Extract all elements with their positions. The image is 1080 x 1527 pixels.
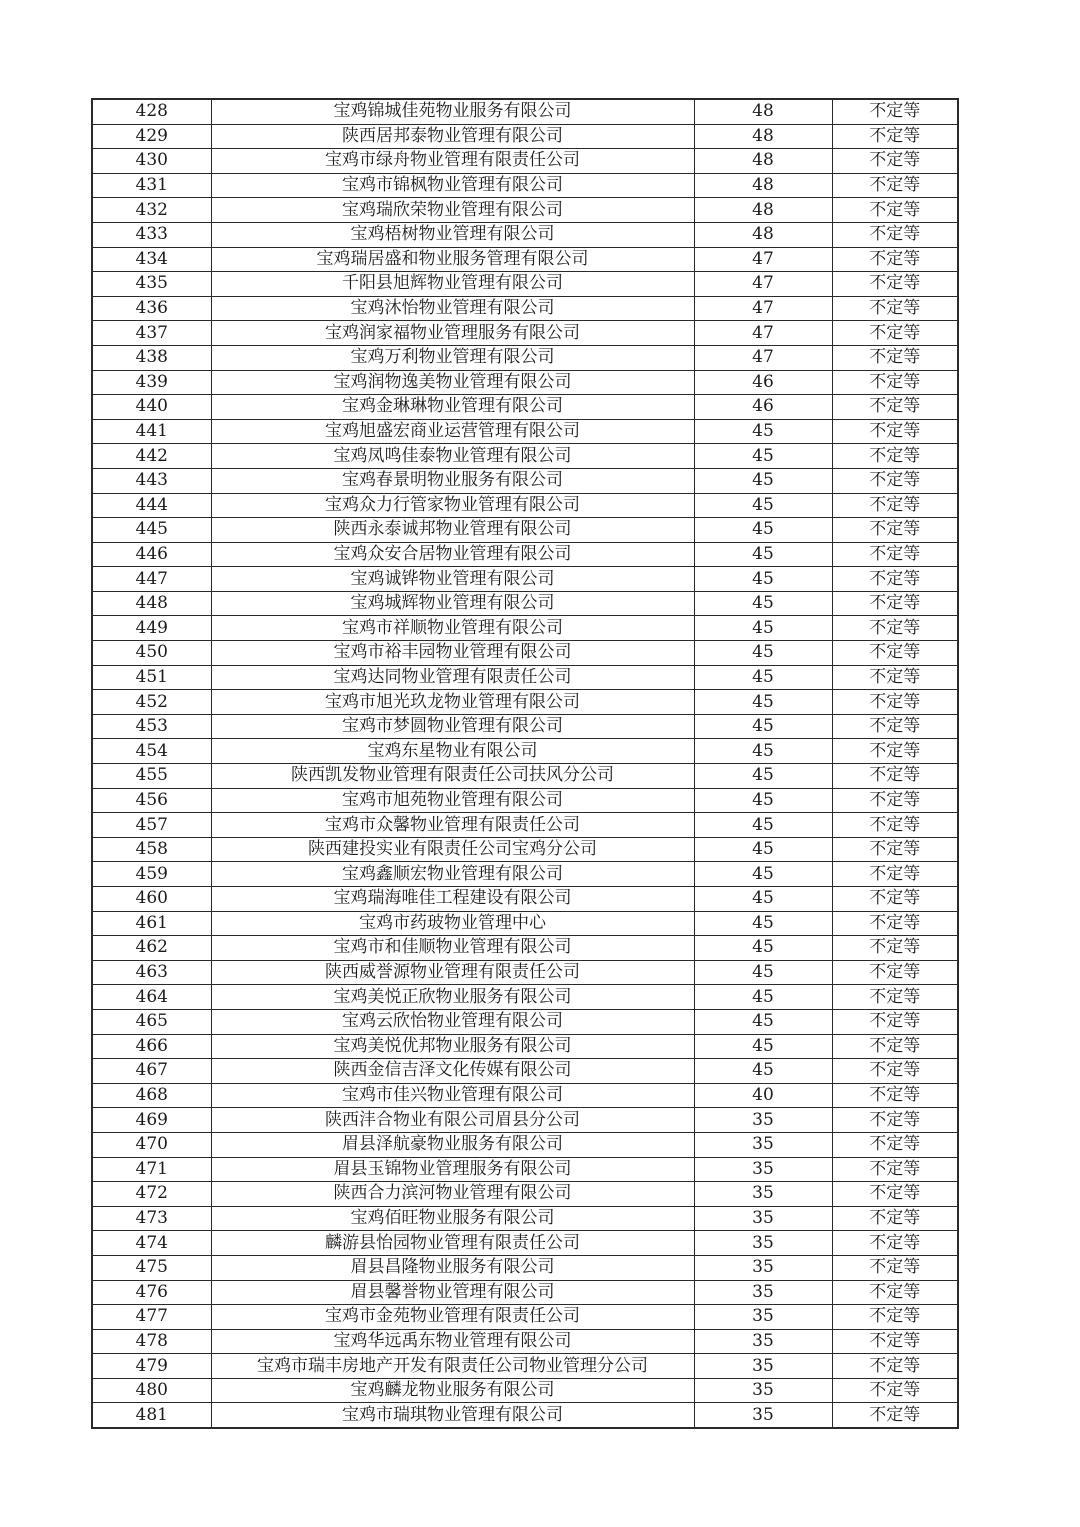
grade-cell: 不定等 xyxy=(832,1132,958,1157)
company-name-cell: 宝鸡市梦圆物业管理有限公司 xyxy=(211,714,694,739)
table-row xyxy=(92,296,958,321)
company-name-cell: 陕西威誉源物业管理有限责任公司 xyxy=(211,960,694,985)
company-name-cell: 宝鸡市瑞丰房地产开发有限责任公司物业管理分公司 xyxy=(211,1354,694,1379)
grade-cell: 不定等 xyxy=(832,1329,958,1354)
row-number-cell: 433 xyxy=(92,222,211,247)
score-cell: 45 xyxy=(694,419,832,444)
company-name-cell: 宝鸡市祥顺物业管理有限公司 xyxy=(211,616,694,641)
table-row xyxy=(92,985,958,1010)
grade-cell: 不定等 xyxy=(832,911,958,936)
table-row xyxy=(92,1354,958,1379)
grade-cell: 不定等 xyxy=(832,862,958,887)
row-number-cell: 434 xyxy=(92,247,211,272)
grade-cell: 不定等 xyxy=(832,247,958,272)
grade-cell: 不定等 xyxy=(832,960,958,985)
row-number-cell: 479 xyxy=(92,1354,211,1379)
grade-cell: 不定等 xyxy=(832,985,958,1010)
row-number-cell: 430 xyxy=(92,149,211,174)
company-name-cell: 眉县昌隆物业服务有限公司 xyxy=(211,1255,694,1280)
table-row xyxy=(92,419,958,444)
company-name-cell: 宝鸡旭盛宏商业运营管理有限公司 xyxy=(211,419,694,444)
grade-cell: 不定等 xyxy=(832,665,958,690)
grade-cell: 不定等 xyxy=(832,813,958,838)
score-cell: 35 xyxy=(694,1354,832,1379)
score-cell: 45 xyxy=(694,493,832,518)
grade-cell: 不定等 xyxy=(832,788,958,813)
company-name-cell: 宝鸡麟龙物业服务有限公司 xyxy=(211,1378,694,1403)
company-name-cell: 宝鸡金琳琳物业管理有限公司 xyxy=(211,395,694,420)
company-name-cell: 眉县玉锦物业管理服务有限公司 xyxy=(211,1157,694,1182)
score-cell: 45 xyxy=(694,911,832,936)
score-cell: 35 xyxy=(694,1132,832,1157)
table-row xyxy=(92,124,958,149)
score-cell: 45 xyxy=(694,985,832,1010)
table-row xyxy=(92,591,958,616)
row-number-cell: 442 xyxy=(92,444,211,469)
table-row xyxy=(92,395,958,420)
company-name-cell: 宝鸡市和佳顺物业管理有限公司 xyxy=(211,936,694,961)
grade-cell: 不定等 xyxy=(832,1378,958,1403)
company-name-cell: 陕西金信吉泽文化传媒有限公司 xyxy=(211,1059,694,1084)
table-row xyxy=(92,911,958,936)
table-row xyxy=(92,960,958,985)
row-number-cell: 466 xyxy=(92,1034,211,1059)
row-number-cell: 443 xyxy=(92,468,211,493)
company-name-cell: 宝鸡市瑞琪物业管理有限公司 xyxy=(211,1403,694,1428)
grade-cell: 不定等 xyxy=(832,370,958,395)
company-name-cell: 宝鸡众安合居物业管理有限公司 xyxy=(211,542,694,567)
score-cell: 45 xyxy=(694,641,832,666)
company-name-cell: 宝鸡美悦正欣物业服务有限公司 xyxy=(211,985,694,1010)
company-name-cell: 宝鸡东星物业有限公司 xyxy=(211,739,694,764)
row-number-cell: 438 xyxy=(92,345,211,370)
table-row xyxy=(92,1329,958,1354)
row-number-cell: 477 xyxy=(92,1305,211,1330)
score-cell: 45 xyxy=(694,788,832,813)
company-name-cell: 陕西沣合物业有限公司眉县分公司 xyxy=(211,1108,694,1133)
row-number-cell: 472 xyxy=(92,1182,211,1207)
score-cell: 35 xyxy=(694,1255,832,1280)
ranking-table xyxy=(91,98,959,1429)
table-row xyxy=(92,764,958,789)
table-row xyxy=(92,887,958,912)
company-name-cell: 宝鸡市裕丰园物业管理有限公司 xyxy=(211,641,694,666)
grade-cell: 不定等 xyxy=(832,99,958,124)
company-name-cell: 陕西凯发物业管理有限责任公司扶风分公司 xyxy=(211,764,694,789)
score-cell: 45 xyxy=(694,1059,832,1084)
table-row xyxy=(92,518,958,543)
score-cell: 45 xyxy=(694,1034,832,1059)
company-name-cell: 宝鸡达同物业管理有限责任公司 xyxy=(211,665,694,690)
score-cell: 45 xyxy=(694,518,832,543)
company-name-cell: 千阳县旭辉物业管理有限公司 xyxy=(211,272,694,297)
table-row xyxy=(92,813,958,838)
row-number-cell: 451 xyxy=(92,665,211,690)
table-row xyxy=(92,1206,958,1231)
table-row xyxy=(92,198,958,223)
row-number-cell: 429 xyxy=(92,124,211,149)
row-number-cell: 476 xyxy=(92,1280,211,1305)
score-cell: 47 xyxy=(694,272,832,297)
company-name-cell: 眉县泽航豪物业服务有限公司 xyxy=(211,1132,694,1157)
row-number-cell: 474 xyxy=(92,1231,211,1256)
row-number-cell: 445 xyxy=(92,518,211,543)
score-cell: 45 xyxy=(694,665,832,690)
table-row xyxy=(92,616,958,641)
grade-cell: 不定等 xyxy=(832,1280,958,1305)
grade-cell: 不定等 xyxy=(832,1182,958,1207)
table-row xyxy=(92,1305,958,1330)
row-number-cell: 435 xyxy=(92,272,211,297)
table-row xyxy=(92,1132,958,1157)
score-cell: 45 xyxy=(694,567,832,592)
company-name-cell: 宝鸡市旭苑物业管理有限公司 xyxy=(211,788,694,813)
score-cell: 48 xyxy=(694,99,832,124)
table-row xyxy=(92,321,958,346)
grade-cell: 不定等 xyxy=(832,395,958,420)
grade-cell: 不定等 xyxy=(832,149,958,174)
table-row xyxy=(92,1255,958,1280)
table-row xyxy=(92,1083,958,1108)
company-name-cell: 陕西建投实业有限责任公司宝鸡分公司 xyxy=(211,837,694,862)
row-number-cell: 454 xyxy=(92,739,211,764)
score-cell: 45 xyxy=(694,837,832,862)
company-name-cell: 宝鸡万利物业管理有限公司 xyxy=(211,345,694,370)
row-number-cell: 450 xyxy=(92,641,211,666)
company-name-cell: 宝鸡云欣怡物业管理有限公司 xyxy=(211,1009,694,1034)
score-cell: 35 xyxy=(694,1231,832,1256)
table-row xyxy=(92,837,958,862)
score-cell: 45 xyxy=(694,936,832,961)
score-cell: 47 xyxy=(694,345,832,370)
score-cell: 45 xyxy=(694,714,832,739)
row-number-cell: 461 xyxy=(92,911,211,936)
table-row xyxy=(92,567,958,592)
grade-cell: 不定等 xyxy=(832,1059,958,1084)
table-row xyxy=(92,665,958,690)
score-cell: 35 xyxy=(694,1403,832,1428)
grade-cell: 不定等 xyxy=(832,1231,958,1256)
row-number-cell: 475 xyxy=(92,1255,211,1280)
grade-cell: 不定等 xyxy=(832,1157,958,1182)
company-name-cell: 宝鸡市锦枫物业管理有限公司 xyxy=(211,173,694,198)
row-number-cell: 436 xyxy=(92,296,211,321)
score-cell: 45 xyxy=(694,690,832,715)
score-cell: 48 xyxy=(694,149,832,174)
table-row xyxy=(92,1034,958,1059)
score-cell: 35 xyxy=(694,1182,832,1207)
score-cell: 47 xyxy=(694,296,832,321)
table-row xyxy=(92,739,958,764)
table-row xyxy=(92,1182,958,1207)
grade-cell: 不定等 xyxy=(832,567,958,592)
row-number-cell: 468 xyxy=(92,1083,211,1108)
score-cell: 45 xyxy=(694,468,832,493)
score-cell: 40 xyxy=(694,1083,832,1108)
table-row xyxy=(92,1009,958,1034)
grade-cell: 不定等 xyxy=(832,518,958,543)
company-name-cell: 宝鸡市旭光玖龙物业管理有限公司 xyxy=(211,690,694,715)
grade-cell: 不定等 xyxy=(832,345,958,370)
grade-cell: 不定等 xyxy=(832,739,958,764)
score-cell: 35 xyxy=(694,1108,832,1133)
table-body xyxy=(92,99,958,1428)
table-row xyxy=(92,1280,958,1305)
grade-cell: 不定等 xyxy=(832,1354,958,1379)
row-number-cell: 473 xyxy=(92,1206,211,1231)
company-name-cell: 宝鸡春景明物业服务有限公司 xyxy=(211,468,694,493)
company-name-cell: 宝鸡润家福物业管理服务有限公司 xyxy=(211,321,694,346)
score-cell: 46 xyxy=(694,395,832,420)
row-number-cell: 428 xyxy=(92,99,211,124)
table-row xyxy=(92,1157,958,1182)
row-number-cell: 432 xyxy=(92,198,211,223)
table-row xyxy=(92,468,958,493)
score-cell: 45 xyxy=(694,887,832,912)
company-name-cell: 宝鸡市绿舟物业管理有限责任公司 xyxy=(211,149,694,174)
row-number-cell: 441 xyxy=(92,419,211,444)
row-number-cell: 459 xyxy=(92,862,211,887)
company-name-cell: 宝鸡市众馨物业管理有限责任公司 xyxy=(211,813,694,838)
score-cell: 47 xyxy=(694,247,832,272)
table-row xyxy=(92,370,958,395)
grade-cell: 不定等 xyxy=(832,493,958,518)
grade-cell: 不定等 xyxy=(832,837,958,862)
company-name-cell: 宝鸡沐怡物业管理有限公司 xyxy=(211,296,694,321)
row-number-cell: 453 xyxy=(92,714,211,739)
company-name-cell: 宝鸡瑞海唯佳工程建设有限公司 xyxy=(211,887,694,912)
table-row xyxy=(92,862,958,887)
score-cell: 35 xyxy=(694,1280,832,1305)
grade-cell: 不定等 xyxy=(832,222,958,247)
table-row xyxy=(92,788,958,813)
company-name-cell: 宝鸡华远禹东物业管理有限公司 xyxy=(211,1329,694,1354)
row-number-cell: 469 xyxy=(92,1108,211,1133)
grade-cell: 不定等 xyxy=(832,887,958,912)
grade-cell: 不定等 xyxy=(832,1255,958,1280)
row-number-cell: 480 xyxy=(92,1378,211,1403)
table-row xyxy=(92,1108,958,1133)
grade-cell: 不定等 xyxy=(832,173,958,198)
score-cell: 45 xyxy=(694,813,832,838)
company-name-cell: 宝鸡凤鸣佳泰物业管理有限公司 xyxy=(211,444,694,469)
grade-cell: 不定等 xyxy=(832,468,958,493)
table-row xyxy=(92,444,958,469)
table-row xyxy=(92,936,958,961)
table-row xyxy=(92,173,958,198)
grade-cell: 不定等 xyxy=(832,1034,958,1059)
company-name-cell: 宝鸡瑞欣荣物业管理有限公司 xyxy=(211,198,694,223)
company-name-cell: 宝鸡锦城佳苑物业服务有限公司 xyxy=(211,99,694,124)
grade-cell: 不定等 xyxy=(832,1083,958,1108)
grade-cell: 不定等 xyxy=(832,936,958,961)
grade-cell: 不定等 xyxy=(832,296,958,321)
grade-cell: 不定等 xyxy=(832,1206,958,1231)
row-number-cell: 446 xyxy=(92,542,211,567)
company-name-cell: 宝鸡众力行管家物业管理有限公司 xyxy=(211,493,694,518)
grade-cell: 不定等 xyxy=(832,616,958,641)
company-name-cell: 宝鸡市药玻物业管理中心 xyxy=(211,911,694,936)
grade-cell: 不定等 xyxy=(832,764,958,789)
grade-cell: 不定等 xyxy=(832,124,958,149)
row-number-cell: 455 xyxy=(92,764,211,789)
company-name-cell: 宝鸡城辉物业管理有限公司 xyxy=(211,591,694,616)
score-cell: 35 xyxy=(694,1329,832,1354)
table-row xyxy=(92,222,958,247)
row-number-cell: 460 xyxy=(92,887,211,912)
table-row xyxy=(92,1378,958,1403)
table-row xyxy=(92,99,958,124)
table-row xyxy=(92,272,958,297)
score-cell: 45 xyxy=(694,591,832,616)
row-number-cell: 458 xyxy=(92,837,211,862)
score-cell: 46 xyxy=(694,370,832,395)
score-cell: 45 xyxy=(694,444,832,469)
grade-cell: 不定等 xyxy=(832,444,958,469)
grade-cell: 不定等 xyxy=(832,714,958,739)
table-row xyxy=(92,1059,958,1084)
company-name-cell: 宝鸡市佳兴物业管理有限公司 xyxy=(211,1083,694,1108)
score-cell: 48 xyxy=(694,173,832,198)
grade-cell: 不定等 xyxy=(832,272,958,297)
table-row xyxy=(92,493,958,518)
company-name-cell: 宝鸡诚铧物业管理有限公司 xyxy=(211,567,694,592)
company-name-cell: 宝鸡润物逸美物业管理有限公司 xyxy=(211,370,694,395)
grade-cell: 不定等 xyxy=(832,641,958,666)
score-cell: 45 xyxy=(694,862,832,887)
score-cell: 45 xyxy=(694,960,832,985)
score-cell: 35 xyxy=(694,1206,832,1231)
table-row xyxy=(92,345,958,370)
row-number-cell: 444 xyxy=(92,493,211,518)
score-cell: 35 xyxy=(694,1157,832,1182)
score-cell: 48 xyxy=(694,198,832,223)
company-name-cell: 宝鸡鑫顺宏物业管理有限公司 xyxy=(211,862,694,887)
grade-cell: 不定等 xyxy=(832,1305,958,1330)
company-name-cell: 眉县馨誉物业管理有限公司 xyxy=(211,1280,694,1305)
score-cell: 48 xyxy=(694,124,832,149)
row-number-cell: 457 xyxy=(92,813,211,838)
score-cell: 48 xyxy=(694,222,832,247)
grade-cell: 不定等 xyxy=(832,1403,958,1428)
row-number-cell: 471 xyxy=(92,1157,211,1182)
row-number-cell: 447 xyxy=(92,567,211,592)
score-cell: 47 xyxy=(694,321,832,346)
company-name-cell: 麟游县怡园物业管理有限责任公司 xyxy=(211,1231,694,1256)
score-cell: 45 xyxy=(694,739,832,764)
table-row xyxy=(92,149,958,174)
grade-cell: 不定等 xyxy=(832,198,958,223)
company-name-cell: 陕西永泰诚邦物业管理有限公司 xyxy=(211,518,694,543)
table-row xyxy=(92,1403,958,1428)
row-number-cell: 437 xyxy=(92,321,211,346)
row-number-cell: 467 xyxy=(92,1059,211,1084)
grade-cell: 不定等 xyxy=(832,690,958,715)
row-number-cell: 452 xyxy=(92,690,211,715)
row-number-cell: 478 xyxy=(92,1329,211,1354)
table-row xyxy=(92,542,958,567)
row-number-cell: 449 xyxy=(92,616,211,641)
score-cell: 45 xyxy=(694,764,832,789)
company-name-cell: 宝鸡美悦优邦物业服务有限公司 xyxy=(211,1034,694,1059)
row-number-cell: 481 xyxy=(92,1403,211,1428)
grade-cell: 不定等 xyxy=(832,1108,958,1133)
row-number-cell: 470 xyxy=(92,1132,211,1157)
table-row xyxy=(92,641,958,666)
table-row xyxy=(92,714,958,739)
row-number-cell: 462 xyxy=(92,936,211,961)
company-name-cell: 宝鸡市金苑物业管理有限责任公司 xyxy=(211,1305,694,1330)
company-name-cell: 宝鸡佰旺物业服务有限公司 xyxy=(211,1206,694,1231)
grade-cell: 不定等 xyxy=(832,591,958,616)
score-cell: 45 xyxy=(694,542,832,567)
company-name-cell: 陕西居邦泰物业管理有限公司 xyxy=(211,124,694,149)
table-row xyxy=(92,1231,958,1256)
row-number-cell: 464 xyxy=(92,985,211,1010)
score-cell: 35 xyxy=(694,1378,832,1403)
company-name-cell: 宝鸡梧树物业管理有限公司 xyxy=(211,222,694,247)
company-name-cell: 陕西合力滨河物业管理有限公司 xyxy=(211,1182,694,1207)
row-number-cell: 463 xyxy=(92,960,211,985)
score-cell: 35 xyxy=(694,1305,832,1330)
row-number-cell: 465 xyxy=(92,1009,211,1034)
grade-cell: 不定等 xyxy=(832,321,958,346)
row-number-cell: 439 xyxy=(92,370,211,395)
row-number-cell: 448 xyxy=(92,591,211,616)
table-row xyxy=(92,247,958,272)
score-cell: 45 xyxy=(694,1009,832,1034)
row-number-cell: 440 xyxy=(92,395,211,420)
grade-cell: 不定等 xyxy=(832,1009,958,1034)
row-number-cell: 456 xyxy=(92,788,211,813)
score-cell: 45 xyxy=(694,616,832,641)
grade-cell: 不定等 xyxy=(832,419,958,444)
table-row xyxy=(92,690,958,715)
grade-cell: 不定等 xyxy=(832,542,958,567)
row-number-cell: 431 xyxy=(92,173,211,198)
company-name-cell: 宝鸡瑞居盛和物业服务管理有限公司 xyxy=(211,247,694,272)
